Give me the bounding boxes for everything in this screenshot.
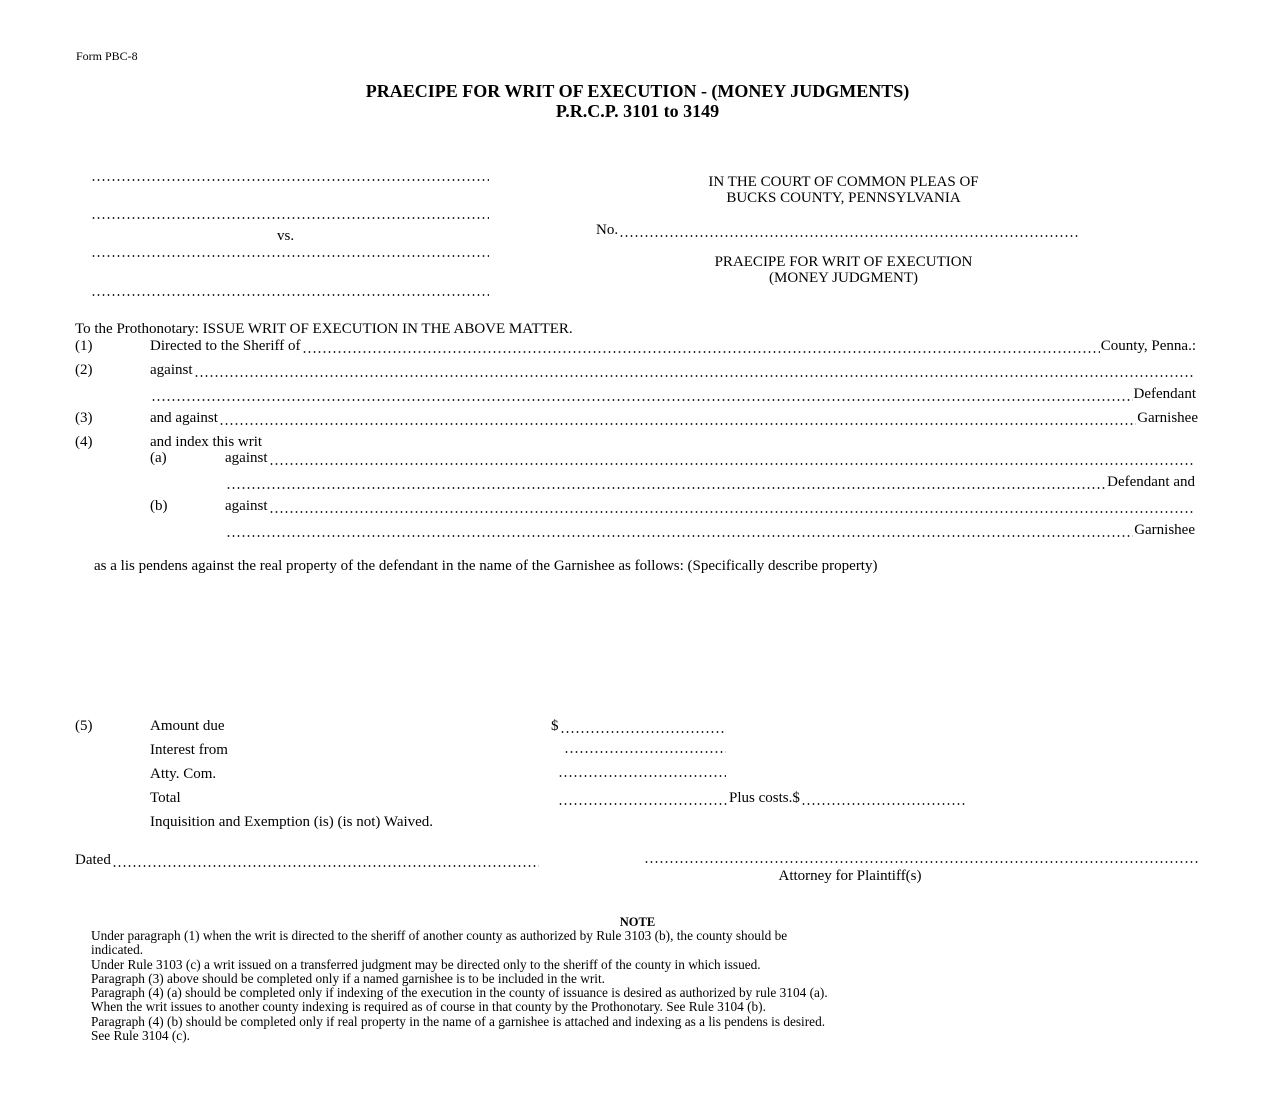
note-line: See Rule 3104 (c). [91, 1028, 190, 1043]
case-number-field[interactable] [596, 222, 1080, 238]
court-line-2: BUCKS COUNTY, PENNSYLVANIA [726, 190, 961, 206]
note-line: Paragraph (3) above should be completed only if a named garnishee is to be included in the writ. [91, 971, 605, 986]
inquisition-text[interactable]: Inquisition and Exemption (is) (is not) Waived. [150, 814, 434, 830]
defendant-line-1[interactable] [90, 246, 490, 258]
label: Directed to the Sheriff of [150, 338, 301, 354]
plaintiff-line-2[interactable] [90, 208, 490, 220]
label: against [225, 498, 268, 514]
item-number-4: (4) [75, 434, 93, 450]
suffix: Defendant [1133, 386, 1196, 402]
no-label: No. [596, 222, 619, 238]
attorney-signature-line[interactable] [643, 852, 1200, 864]
index-a-field-1[interactable] [225, 450, 1195, 466]
against-field-2[interactable] [150, 386, 1196, 402]
dated-label: Dated [75, 852, 111, 868]
atty-com-field[interactable] [557, 766, 727, 778]
suffix: Defendant and [1107, 474, 1195, 490]
label: against [225, 450, 268, 466]
lis-pendens-text: as a lis pendens against the real property of the defendant in the name of the Garnishee as follows: (Specifically describe property) [94, 558, 878, 574]
defendant-line-2[interactable] [90, 285, 490, 297]
note-line: When the writ issues to another county indexing is required as of course in that county by the Prothonotary. See Rule 3104 (b). [91, 999, 766, 1014]
note-line: Under Rule 3103 (c) a writ issued on a transferred judgment may be directed only to the sheriff of the county in which issued. [91, 957, 761, 972]
sub-a: (a) [150, 450, 167, 466]
note-line: Under paragraph (1) when the writ is directed to the sheriff of another county as authorized by Rule 3103 (b), the county should be [91, 928, 788, 943]
note-line: indicated. [91, 942, 144, 957]
index-b-field-2[interactable] [225, 522, 1195, 538]
index-b-field-1[interactable] [225, 498, 1195, 514]
item-number-1: (1) [75, 338, 93, 354]
atty-com-label: Atty. Com. [150, 766, 217, 782]
vs-label: vs. [277, 228, 295, 244]
instruction: To the Prothonotary: ISSUE WRIT OF EXECUTION IN THE ABOVE MATTER. [75, 321, 573, 337]
item-number-5: (5) [75, 718, 93, 734]
index-a-field-2[interactable] [225, 474, 1195, 490]
interest-label: Interest from [150, 742, 228, 758]
label: against [150, 362, 193, 378]
label: and against [150, 410, 218, 426]
interest-field[interactable] [563, 742, 727, 754]
note-heading: NOTE [619, 915, 656, 929]
page-title: PRAECIPE FOR WRIT OF EXECUTION - (MONEY JUDGMENTS) [365, 81, 910, 101]
amount-due-label: Amount due [150, 718, 225, 734]
item-number-3: (3) [75, 410, 93, 426]
note-line: Paragraph (4) (b) should be completed only if real property in the name of a garnishee is attached and indexing as a lis pendens is desired. [91, 1014, 826, 1029]
doc-title-2: (MONEY JUDGMENT) [768, 270, 918, 286]
court-line-1: IN THE COURT OF COMMON PLEAS OF [708, 174, 979, 190]
suffix: Garnishee [1134, 522, 1195, 538]
suffix: County, Penna.: [1100, 338, 1196, 354]
sheriff-county-field[interactable] [150, 338, 1196, 354]
garnishee-field[interactable] [150, 410, 1198, 426]
form-id: Form PBC-8 [76, 49, 138, 63]
index-label: and index this writ [150, 434, 263, 450]
dated-field[interactable] [75, 852, 540, 868]
total-label: Total [150, 790, 181, 806]
sub-b: (b) [150, 498, 168, 514]
dollar-sign: $ [551, 718, 559, 734]
suffix: Garnishee [1137, 410, 1198, 426]
attorney-label: Attorney for Plaintiff(s) [778, 868, 922, 884]
plaintiff-line-1[interactable] [90, 170, 490, 182]
against-field-1[interactable] [150, 362, 1196, 378]
note-line: Paragraph (4) (a) should be completed only if indexing of the execution in the county of issuance is desired as authorized by rule 3104 (a). [91, 985, 828, 1000]
item-number-2: (2) [75, 362, 93, 378]
doc-title-1: PRAECIPE FOR WRIT OF EXECUTION [714, 254, 973, 270]
total-field[interactable] [557, 790, 967, 806]
plus-costs-label: Plus costs.$ [729, 790, 800, 806]
page-subtitle: P.R.C.P. 3101 to 3149 [555, 101, 720, 121]
amount-due-field[interactable] [551, 718, 727, 734]
